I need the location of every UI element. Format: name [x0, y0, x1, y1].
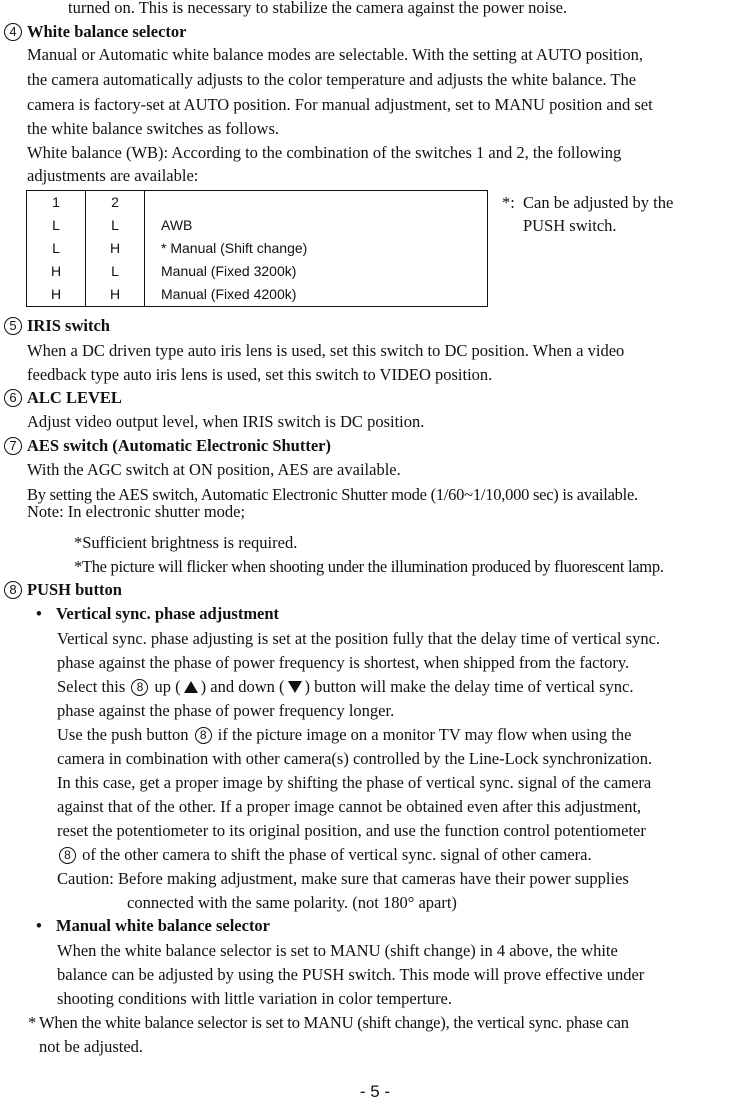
text-segment: ) and down ( — [200, 677, 285, 696]
subsection-title: Vertical sync. phase adjustment — [56, 604, 280, 623]
paragraph-line: In this case, get a proper image by shifting the phase of vertical sync. signal of the camera — [57, 773, 652, 792]
table-cell: H — [27, 283, 86, 307]
footnote-line: When the white balance selector is set to MANU (shift change), the vertical sync. phase can — [39, 1013, 629, 1032]
section-7-title: AES switch (Automatic Electronic Shutter) — [27, 436, 331, 455]
table-cell: * Manual (Shift change) — [161, 240, 308, 256]
footnote-line: not be adjusted. — [39, 1037, 144, 1056]
paragraph-line: By setting the AES switch, Automatic Electronic Shutter mode (1/60~1/10,000 sec) is available. — [27, 485, 638, 504]
table-note-mark: *: — [502, 193, 515, 212]
triangle-down-icon — [288, 678, 302, 698]
table-header: 2 — [86, 191, 145, 215]
push-button-ref: 8 — [59, 847, 76, 864]
paragraph-line: camera in combination with other camera(s) controlled by the Line-Lock synchronization. — [57, 749, 653, 768]
paragraph-line: camera is factory-set at AUTO position. For manual adjustment, set to MANU position and set — [27, 95, 653, 114]
paragraph-line: When the white balance selector is set to MANU (shift change) in 4 above, the white — [57, 941, 618, 960]
paragraph-line: phase against the phase of power frequency is shortest, when shipped from the factory. — [57, 653, 630, 672]
table-cell: L — [86, 214, 145, 237]
paragraph-line: the camera automatically adjusts to the color temperature and adjusts the white balance. The — [27, 70, 637, 89]
triangle-up-icon — [184, 678, 198, 698]
text-segment: of the other camera to shift the phase of vertical sync. signal of other camera. — [82, 845, 592, 864]
caution-line: connected with the same polarity. (not 180° apart) — [127, 893, 457, 912]
paragraph-line: Manual or Automatic white balance modes are selectable. With the setting at AUTO position, — [27, 45, 643, 64]
table-cell: L — [27, 214, 86, 237]
table-row — [27, 260, 488, 283]
section-8-title: PUSH button — [27, 580, 122, 599]
table-header: 1 — [27, 191, 86, 215]
table-row — [27, 237, 488, 260]
push-button-ref: 8 — [131, 679, 148, 696]
paragraph-line: With the AGC switch at ON position, AES are available. — [27, 460, 401, 479]
section-5-number: 5 — [4, 317, 22, 335]
intro-line: turned on. This is necessary to stabilize the camera against the power noise. — [68, 0, 568, 17]
table-row — [27, 283, 488, 307]
paragraph-line: the white balance switches as follows. — [27, 119, 280, 138]
page-number: - 5 - — [359, 1082, 391, 1101]
text-segment: Use the push button — [57, 725, 189, 744]
white-balance-table — [26, 190, 488, 307]
paragraph-line: White balance (WB): According to the combination of the switches 1 and 2, the following — [27, 143, 622, 162]
paragraph-line: reset the potentiometer to its original position, and use the function control potentiometer — [57, 821, 646, 840]
footnote-mark: * — [28, 1013, 37, 1032]
paragraph-line: adjustments are available: — [27, 166, 199, 185]
paragraph-line: phase against the phase of power frequency longer. — [57, 701, 395, 720]
paragraph-line — [57, 677, 634, 698]
table-cell: Manual (Fixed 3200k) — [161, 263, 297, 279]
note-item: *The picture will flicker when shooting under the illumination produced by fluorescent lamp. — [74, 557, 664, 576]
paragraph-line: Adjust video output level, when IRIS switch is DC position. — [27, 412, 425, 431]
paragraph-line: Vertical sync. phase adjusting is set at the position fully that the delay time of vertical sync. — [57, 629, 661, 648]
table-cell: H — [86, 283, 145, 307]
section-4-number: 4 — [4, 23, 22, 41]
text-segment: ) button will make the delay time of vertical sync. — [304, 677, 634, 696]
push-button-ref: 8 — [195, 727, 212, 744]
subsection-title: Manual white balance selector — [56, 916, 271, 935]
table-header-row — [27, 191, 488, 215]
section-7-number: 7 — [4, 437, 22, 455]
note-item: *Sufficient brightness is required. — [74, 533, 298, 552]
paragraph-line: shooting conditions with little variation in color temperture. — [57, 989, 453, 1008]
table-cell: AWB — [161, 217, 193, 233]
paragraph-line: feedback type auto iris lens is used, set this switch to VIDEO position. — [27, 365, 493, 384]
text-segment: if the picture image on a monitor TV may flow when using the — [217, 725, 632, 744]
bullet-dot: • — [36, 916, 42, 935]
section-6-title: ALC LEVEL — [27, 388, 122, 407]
bullet-dot: • — [36, 604, 42, 623]
paragraph-line: When a DC driven type auto iris lens is used, set this switch to DC position. When a video — [27, 341, 625, 360]
table-row — [27, 214, 488, 237]
table-cell: H — [27, 260, 86, 283]
section-8-number: 8 — [4, 581, 22, 599]
table-note-line: PUSH switch. — [523, 216, 617, 235]
paragraph-line: Note: In electronic shutter mode; — [27, 502, 246, 521]
paragraph-line — [57, 845, 592, 865]
table-cell: L — [27, 237, 86, 260]
table-note-line: Can be adjusted by the — [523, 193, 674, 212]
table-cell: L — [86, 260, 145, 283]
paragraph-line: balance can be adjusted by using the PUSH switch. This mode will prove effective under — [57, 965, 645, 984]
paragraph-line — [57, 725, 631, 745]
section-6-number: 6 — [4, 389, 22, 407]
caution-line: Caution: Before making adjustment, make sure that cameras have their power supplies — [57, 869, 629, 888]
table-cell: Manual (Fixed 4200k) — [161, 286, 297, 302]
text-segment: up ( — [154, 677, 181, 696]
section-4-title: White balance selector — [27, 22, 187, 41]
table-header — [145, 191, 488, 215]
section-5-title: IRIS switch — [27, 316, 110, 335]
text-segment: Select this — [57, 677, 126, 696]
table-cell: H — [86, 237, 145, 260]
paragraph-line: against that of the other. If a proper image cannot be obtained even after this adjustment, — [57, 797, 642, 816]
